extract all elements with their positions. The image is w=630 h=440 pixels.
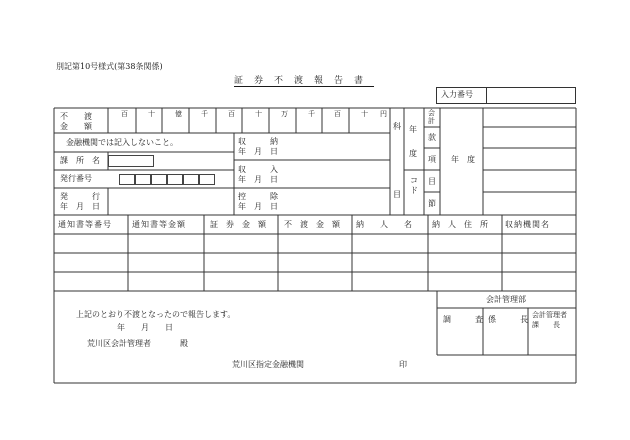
account-item-label-ka: 科	[393, 122, 401, 131]
col-header-dishonored-amount: 不 渡 金 額	[284, 220, 340, 229]
dept-label: 会計管理部	[486, 295, 526, 304]
digit-unit: 万	[281, 110, 288, 118]
digit-unit: 千	[308, 110, 315, 118]
nendo-label: 年 度	[451, 155, 475, 164]
receipt-date-label: 収 納 年 月 日	[238, 137, 278, 156]
issue-number-digit[interactable]	[183, 174, 199, 185]
issue-date-label: 発 行 年 月 日	[60, 192, 100, 211]
inspection-label: 調 査	[443, 315, 483, 324]
fuwatari-amount-text: 不 渡 金 額	[60, 112, 92, 131]
issue-number-digit[interactable]	[151, 174, 167, 185]
issue-number-digit[interactable]	[119, 174, 135, 185]
report-statement: 上記のとおり不渡となったので報告します。	[76, 310, 236, 319]
digit-unit: 百	[228, 110, 235, 118]
col-header-payer-address: 納 人 住 所	[432, 220, 488, 229]
col-header-receiving-bank: 収納機関名	[505, 220, 550, 229]
col-header-payer-name: 納 人 名	[356, 220, 412, 229]
moku-label: 目	[428, 177, 436, 186]
accounting-manager-label: 会計管理者 課 長	[532, 311, 567, 329]
seal-mark: 印	[399, 360, 407, 369]
kan-label: 款	[428, 133, 436, 142]
addressee: 荒川区会計管理者	[87, 339, 151, 348]
chief-label: 係 長	[488, 315, 528, 324]
col-header-notice-number: 通知書等番号	[58, 220, 112, 229]
fiscal-year-label: 年 度	[409, 125, 417, 158]
digit-unit: 億	[175, 110, 182, 118]
digit-unit: 十	[361, 110, 368, 118]
code-char: コ	[410, 176, 418, 185]
setsu-label: 節	[428, 199, 436, 208]
digit-unit: 円	[380, 110, 387, 118]
report-date-line: 年 月 日	[117, 323, 173, 332]
input-number-label: 入力番号	[441, 90, 473, 99]
section-name-field[interactable]	[108, 155, 154, 167]
form-reference: 別記第10号様式(第38条関係)	[56, 62, 163, 71]
code-text	[410, 176, 420, 196]
digit-unit: 十	[148, 110, 155, 118]
page-title: 証券不渡報告書	[234, 76, 375, 86]
issue-number-label: 発行番号	[60, 174, 92, 183]
account-item-label-moku: 目	[393, 190, 401, 199]
bank-note: 金融機関では記入しないこと。	[66, 138, 178, 147]
accounting-label: 会 計	[428, 109, 435, 125]
code-label	[410, 176, 420, 196]
digit-unit: 百	[334, 110, 341, 118]
col-header-notice-amount: 通知書等金額	[132, 220, 186, 229]
addressee-honorific: 殿	[180, 339, 188, 348]
kou-label: 項	[428, 155, 436, 164]
designated-bank: 荒川区指定金融機関	[232, 360, 304, 369]
digit-unit: 十	[255, 110, 262, 118]
revenue-date-label: 収 入 年 月 日	[238, 165, 278, 184]
fuwatari-amount-label	[60, 112, 104, 132]
section-name-label: 課 所 名	[60, 156, 100, 165]
code-char: ド	[410, 186, 418, 195]
deduction-date-label: 控 除 年 月 日	[238, 192, 278, 211]
issue-number-digit[interactable]	[135, 174, 151, 185]
col-header-securities-amount: 証 券 金 額	[210, 220, 266, 229]
digit-unit: 百	[121, 110, 128, 118]
issue-number-digit[interactable]	[167, 174, 183, 185]
issue-number-digit[interactable]	[199, 174, 215, 185]
digit-unit: 千	[201, 110, 208, 118]
